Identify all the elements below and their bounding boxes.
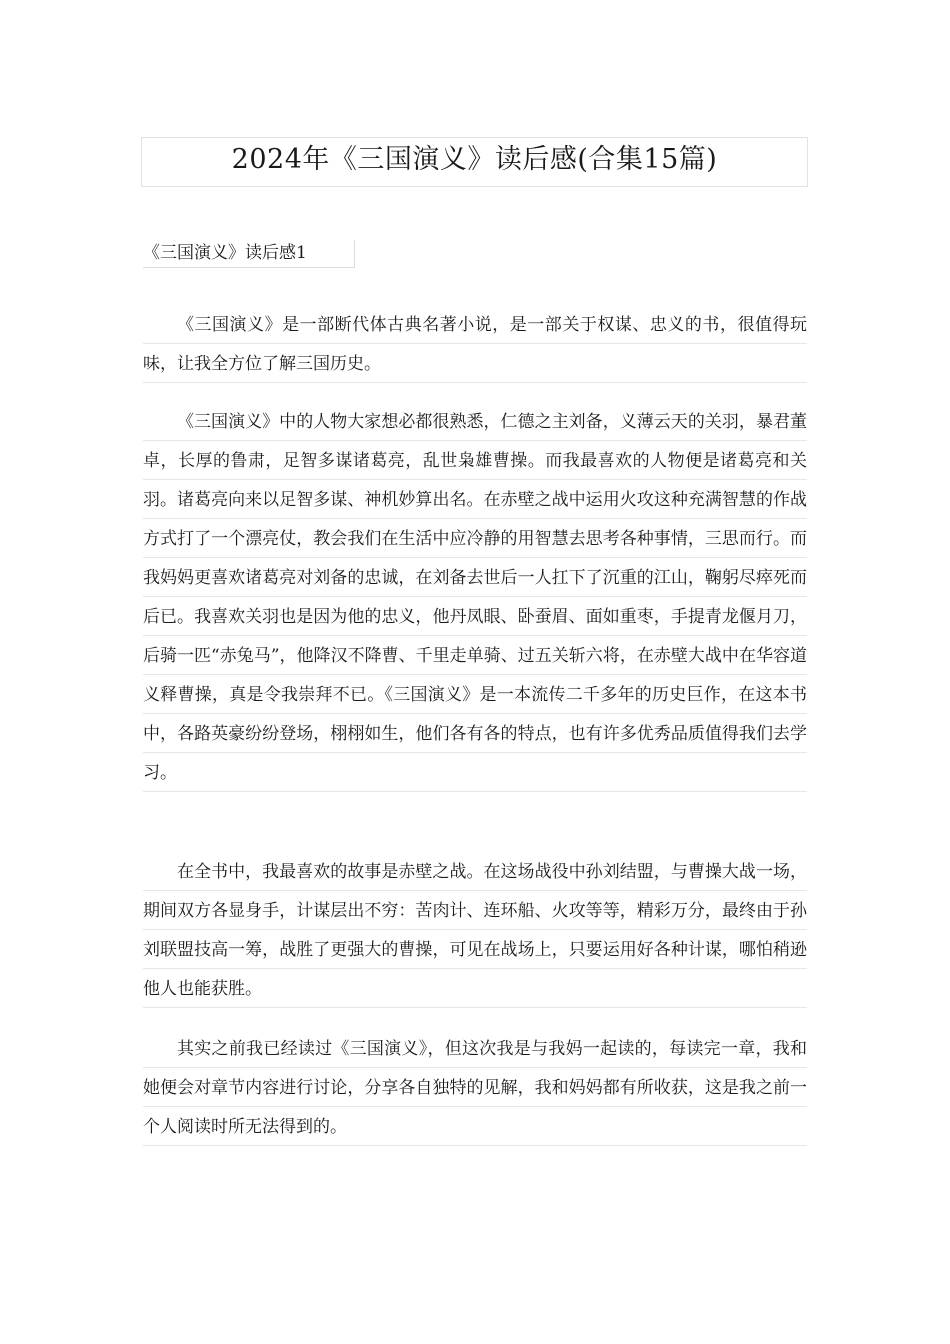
paragraph-3: 在全书中，我最喜欢的故事是赤壁之战。在这场战役中孙刘结盟，与曹操大战一场，期间双方各显身手，计谋层出不穷：苦肉计、连环船、火攻等等，精彩万分，最终由于孙刘联盟技高一筹，战胜了更强大的曹操，可见在战场上，只要运用好各种计谋，哪怕稍逊他人也能获胜。 <box>143 853 807 1009</box>
paragraph-4: 其实之前我已经读过《三国演义》，但这次我是与我妈一起读的，每读完一章，我和她便会对章节内容进行讨论，分享各自独特的见解，我和妈妈都有所收获，这是我之前一个人阅读时所无法得到的。 <box>143 1030 807 1147</box>
paragraph-1: 《三国演义》是一部断代体古典名著小说，是一部关于权谋、忠义的书，很值得玩味，让我全方位了解三国历史。 <box>143 306 807 384</box>
section-heading: 《三国演义》读后感1 <box>143 240 355 268</box>
paragraph-2: 《三国演义》中的人物大家想必都很熟悉，仁德之主刘备，义薄云天的关羽，暴君董卓，长厚的鲁肃，足智多谋诸葛亮，乱世枭雄曹操。而我最喜欢的人物便是诸葛亮和关羽。诸葛亮向来以足智多谋、神机妙算出名。在赤壁之战中运用火攻这种充满智慧的作战方式打了一个漂亮仗，教会我们在生活中应冷静的用智慧去思考各种事情，三思而行。而我妈妈更喜欢诸葛亮对刘备的忠诚，在刘备去世后一人扛下了沉重的江山，鞠躬尽瘁死而后已。我喜欢关羽也是因为他的忠义，他丹凤眼、卧蚕眉、面如重枣，手提青龙偃月刀，后骑一匹“赤兔马”，他降汉不降曹、千里走单骑、过五关斩六将，在赤壁大战中在华容道义释曹操，真是令我崇拜不已。《三国演义》是一本流传二千多年的历史巨作，在这本书中，各路英豪纷纷登场，栩栩如生，他们各有各的特点，也有许多优秀品质值得我们去学习。 <box>143 403 807 793</box>
document-title: 2024年《三国演义》读后感(合集15篇) <box>141 137 808 187</box>
